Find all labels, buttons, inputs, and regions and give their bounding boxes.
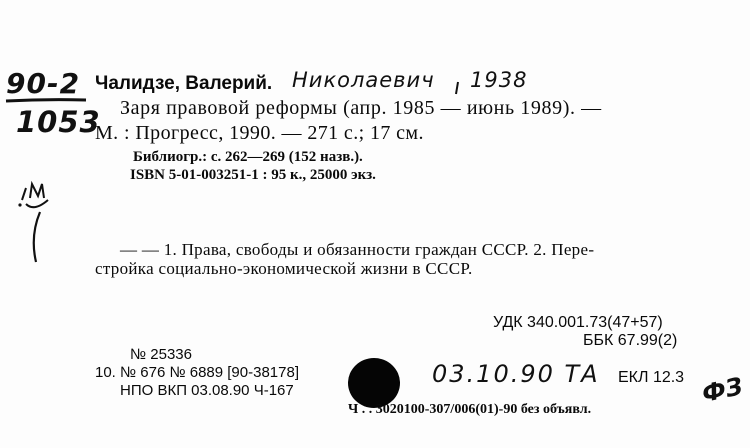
code-line: Ч . . 3020100-307/006(01)-90 без объявл.	[348, 402, 592, 417]
shelfmark-line1: 90-2	[6, 67, 81, 100]
subjects-line1: — — 1. Права, свободы и обязанности граждан СССР. 2. Пере-	[120, 240, 595, 259]
printer-line: НПО ВКП 03.08.90 Ч-167	[120, 382, 294, 399]
date-handwritten: 03.10.90 ТА	[432, 360, 600, 388]
ekl-code: ЕКЛ 12.3	[618, 369, 685, 386]
initials-handwritten: ФЗ	[699, 372, 746, 408]
udc-code: УДК 340.001.73(47+57)	[493, 314, 663, 331]
imprint-line: М. : Прогресс, 1990. — 271 с.; 17 см.	[95, 122, 424, 144]
subjects-line2: стройка социально-экономической жизни в СССР.	[95, 259, 473, 278]
bibliography-note: Библиогр.: с. 262—269 (152 назв.).	[133, 149, 363, 165]
author-name: Чалидзе, Валерий.	[95, 73, 273, 94]
title-line: Заря правовой реформы (апр. 1985 — июнь 1989). —	[120, 97, 602, 119]
author-patronymic-handwritten: Николаевич	[292, 68, 435, 92]
order-line: 10. № 676 № 6889 [90-38178]	[95, 364, 299, 381]
card-number: № 25336	[130, 346, 192, 363]
bbk-code: ББК 67.99(2)	[583, 332, 678, 349]
shelfmark-line2: 1053	[16, 105, 101, 139]
birth-year-handwritten: 1938	[470, 68, 528, 92]
isbn-line: ISBN 5-01-003251-1 : 95 к., 25000 экз.	[130, 167, 376, 183]
